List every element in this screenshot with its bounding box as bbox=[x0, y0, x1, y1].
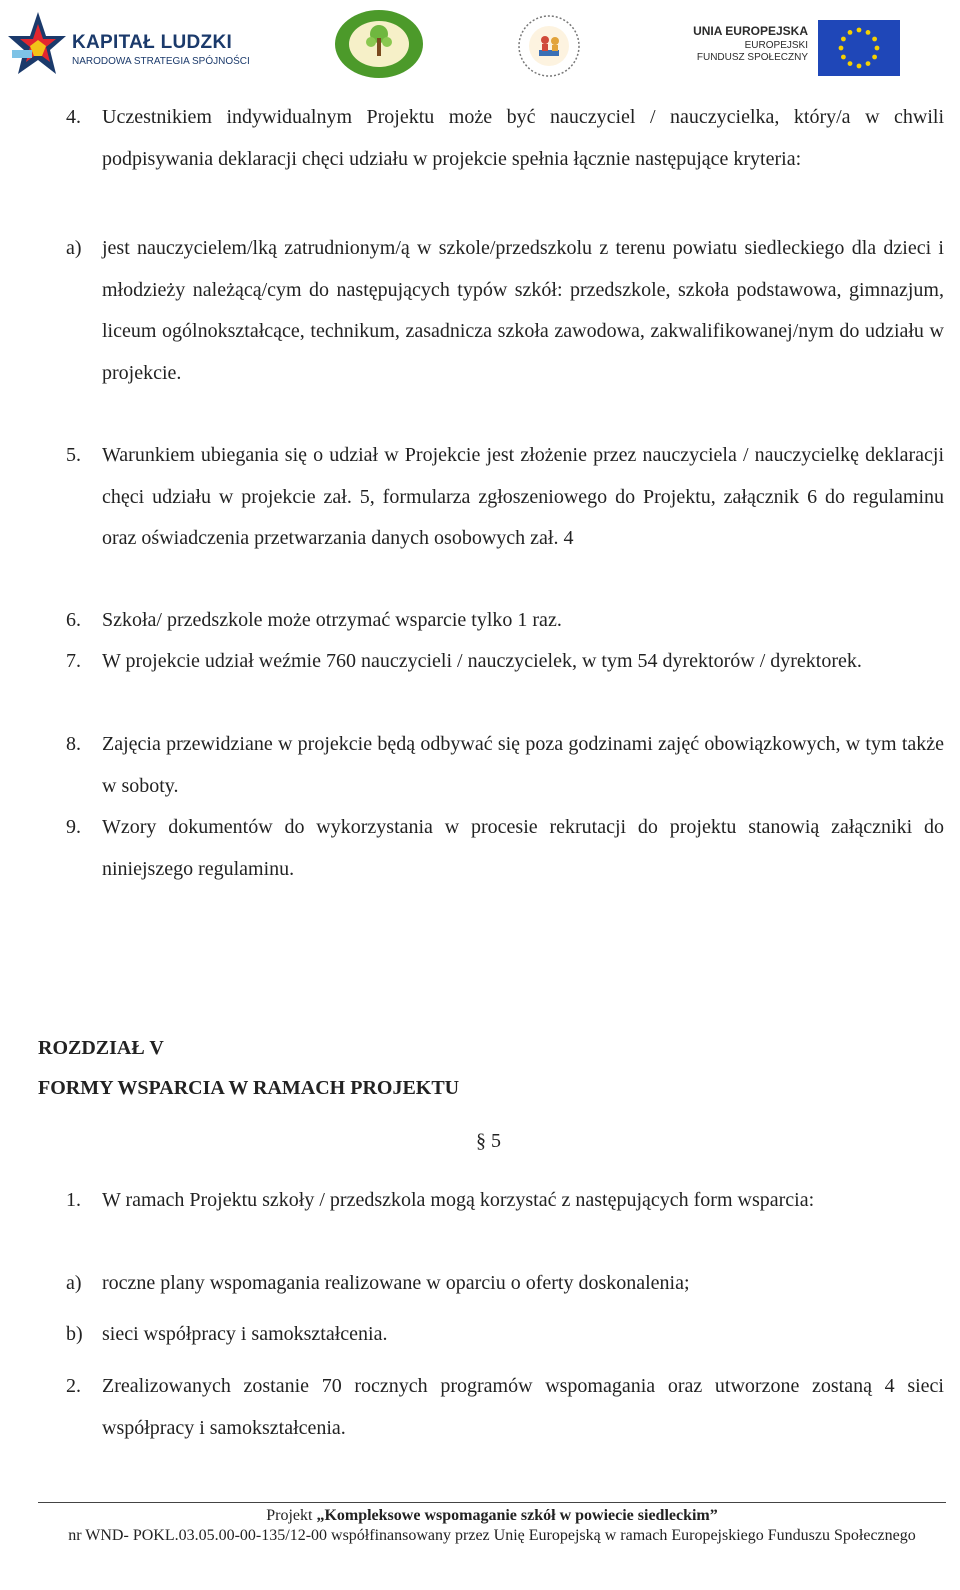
item-number: 8. bbox=[66, 733, 81, 755]
powiat-emblem-icon bbox=[333, 8, 425, 80]
eu-logo bbox=[690, 14, 900, 74]
item-text: Uczestnikiem indywidualnym Projektu może być nauczyciel / nauczycielka, który/a w chwili podpisywania deklaracji chęci udziału w projekcie spełnia łącznie następujące kryteria: bbox=[102, 106, 944, 170]
powiat-siedlecki-logo bbox=[333, 8, 425, 80]
footer-grant-line: nr WND- POKL.03.05.00-00-135/12-00 współfinansowany przez Unię Europejską w ramach Europejskiego Funduszu Społecznego bbox=[68, 1527, 916, 1544]
eu-flag-icon bbox=[818, 20, 900, 76]
item-number: b) bbox=[66, 1323, 83, 1345]
eu-subtitle-2: FUNDUSZ SPOŁECZNY bbox=[696, 52, 808, 63]
kapital-ludzki-star-icon bbox=[8, 10, 66, 78]
eu-subtitle-1: EUROPEJSKI bbox=[744, 40, 808, 51]
item-text: Zrealizowanych zostanie 70 rocznych programów wspomagania oraz utworzone zostaną 4 sieci współpracy i samokształcenia. bbox=[102, 1375, 944, 1439]
item-number: 4. bbox=[66, 106, 81, 128]
kapital-ludzki-title: KAPITAŁ LUDZKI bbox=[72, 32, 233, 53]
item-text: W ramach Projektu szkoły / przedszkola mogą korzystać z następujących form wsparcia: bbox=[102, 1189, 815, 1211]
item-text: jest nauczycielem/lką zatrudnionym/ą w szkole/przedszkolu z terenu powiatu siedleckiego dla dzieci i młodzieży należącą/cym do następujących typów szkół: przedszkole, szkoła podstawowa, gimnazjum, liceum ogólnokształcące, technikum, zasadnicza szkoła zawodowa, zakwalifikowanej/nym do udziału w projekcie. bbox=[102, 237, 944, 384]
item-text: roczne plany wspomagania realizowane w oparciu o oferty doskonalenia; bbox=[102, 1272, 690, 1294]
item-number: 7. bbox=[66, 650, 81, 672]
kapital-ludzki-logo bbox=[8, 6, 248, 78]
item-number: 2. bbox=[66, 1375, 81, 1397]
item-number: 5. bbox=[66, 444, 81, 466]
item-number: a) bbox=[66, 237, 82, 259]
footer-divider bbox=[38, 1502, 946, 1503]
page-footer bbox=[38, 1506, 946, 1546]
chapter-title: FORMY WSPARCIA W RAMACH PROJEKTU bbox=[38, 1077, 460, 1099]
footer-project-prefix: Projekt bbox=[266, 1507, 317, 1524]
section-mark: § 5 bbox=[476, 1130, 501, 1152]
page-header bbox=[0, 0, 960, 90]
item-number: a) bbox=[66, 1272, 82, 1294]
item-text: sieci współpracy i samokształcenia. bbox=[102, 1323, 388, 1345]
chapter-number: ROZDZIAŁ V bbox=[38, 1037, 164, 1059]
footer-project-line bbox=[38, 1506, 946, 1526]
item-text: Wzory dokumentów do wykorzystania w procesie rekrutacji do projektu stanowią załączniki do niniejszego regulaminu. bbox=[102, 816, 944, 880]
poradnia-logo bbox=[517, 14, 581, 78]
footer-project-title: „Kompleksowe wspomaganie szkół w powiecie siedleckim” bbox=[316, 1507, 718, 1524]
item-number: 9. bbox=[66, 816, 81, 838]
item-text: Szkoła/ przedszkole może otrzymać wsparcie tylko 1 raz. bbox=[102, 609, 562, 631]
item-text: Warunkiem ubiegania się o udział w Projekcie jest złożenie przez nauczyciela / nauczycielkę deklaracji chęci udziału w projekcie zał. 5, formularza zgłoszeniowego do Projektu, załącznik 6 do regulaminu oraz oświadczenia przetwarzania danych osobowych zał. 4 bbox=[102, 444, 944, 549]
kapital-ludzki-subtitle: NARODOWA STRATEGIA SPÓJNOŚCI bbox=[72, 56, 250, 67]
item-text: W projekcie udział weźmie 760 nauczycieli / nauczycielek, w tym 54 dyrektorów / dyrektorek. bbox=[102, 650, 862, 672]
item-text: Zajęcia przewidziane w projekcie będą odbywać się poza godzinami zajęć obowiązkowych, w tym także w soboty. bbox=[102, 733, 944, 797]
poradnia-emblem-icon bbox=[517, 14, 581, 78]
eu-title: UNIA EUROPEJSKA bbox=[693, 24, 808, 38]
item-number: 6. bbox=[66, 609, 81, 631]
item-number: 1. bbox=[66, 1189, 81, 1211]
